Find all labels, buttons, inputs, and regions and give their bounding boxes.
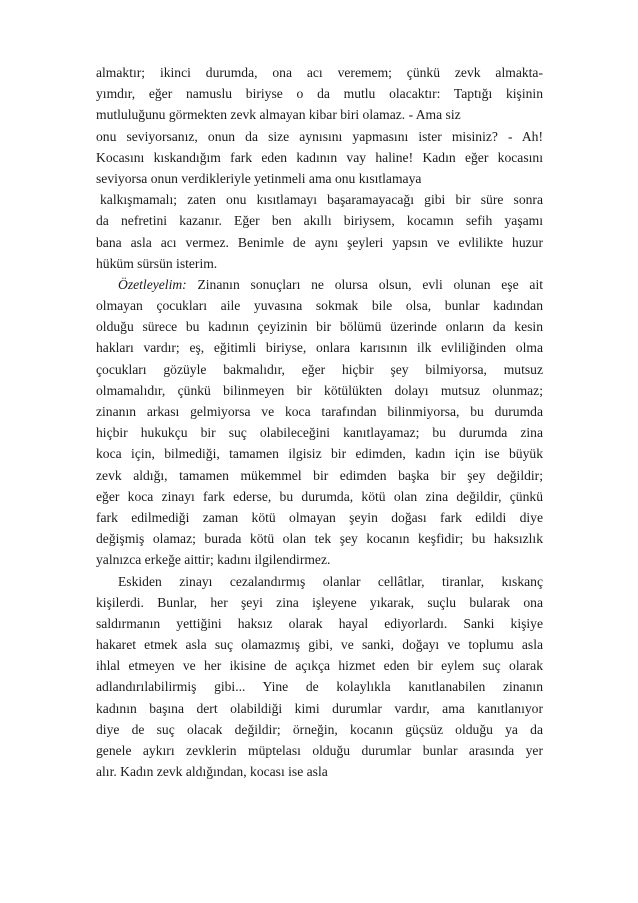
text-line: [96, 634, 543, 655]
line-text: diye de suç olacak değildir; örneğin, kocanın güçsüz olduğu ya da: [96, 721, 543, 737]
text-line: [96, 189, 543, 210]
line-text: hakları vardır; eş, eğitimli biriyse, onlara karısının ilk evliliğinden olma: [96, 340, 543, 356]
text-line: [96, 210, 543, 231]
line-text: eğer koca zinayı fark ederse, bu durumda, kötü olan zina değildir, çünkü: [96, 488, 543, 504]
text-line: [96, 422, 543, 443]
line-text: Zinanın sonuçları ne olursa olsun, evli olunan eşe ait: [186, 276, 543, 292]
line-text: zevk aldığı, tamamen mükemmel bir edimden başka bir şey değildir;: [96, 467, 543, 483]
line-text: Kocasını kıskandığım fark eden kadının vay haline! Kadın eğer kocasını: [96, 149, 543, 165]
text-line: [96, 168, 543, 189]
line-text: hüküm sürsün isterim.: [96, 255, 218, 271]
text-line: [96, 126, 543, 147]
text-line: [96, 761, 543, 782]
line-text: kadının başına dert olabildiği kimi durumlar vardır, ama kanıtlanıyor: [96, 700, 543, 716]
text-line: [96, 443, 543, 464]
text-line: [96, 83, 543, 104]
text-line: [96, 337, 543, 358]
line-text: fark edilmediği zaman kötü olmayan şeyin doğası fark edildi diye: [96, 509, 543, 525]
text-line: [96, 655, 543, 676]
line-text: kalkışmamalı; zaten onu kısıtlamayı başaramayacağı gibi bir süre sonra: [100, 192, 543, 208]
line-text: çocukları gözüyle bakmalıdır, eğer hiçbir şey bilmiyorsa, mutsuz: [96, 361, 543, 377]
line-text: olmayan çocukları aile yuvasına sokmak bile olsa, bunlar kadından: [96, 298, 543, 314]
text-line: [96, 507, 543, 528]
text-line: [96, 104, 543, 125]
italic-lead-word: Özetleyelim:: [118, 276, 187, 292]
text-line: [96, 698, 543, 719]
text-line: [96, 232, 543, 253]
text-line: [96, 316, 543, 337]
text-line: [96, 465, 543, 486]
text-line: [96, 549, 543, 570]
text-line: [96, 486, 543, 507]
line-text: saldırmanın yettiğini haksız olarak hayal ediyorlardı. Sanki kişiye: [96, 615, 543, 631]
line-text: yımdır, eğer namuslu biriyse o da mutlu olacaktır: Taptığı kişinin: [96, 86, 543, 102]
text-line: [96, 62, 543, 83]
line-text: onu seviyorsanız, onun da size aynısını yapmasını ister misiniz? - Ah!: [96, 128, 543, 144]
line-text: zinanın arkası gelmiyorsa ve koca tarafından bilinmiyorsa, bu durumda: [96, 404, 543, 419]
line-text: yalnızca erkeğe aittir; kadını ilgilendirmez.: [96, 552, 331, 568]
line-text: kişilerdi. Bunlar, her şeyi zina işleyene yıkarak, suçlu bularak ona: [96, 594, 543, 610]
text-line: [96, 592, 543, 613]
line-text: almaktır; ikinci durumda, ona acı veremem; çünkü zevk almakta-: [96, 65, 543, 80]
line-text: hiçbir hukukçu bir suç olabileceğini kanıtlayamaz; bu durumda zina: [96, 425, 543, 441]
line-text: Eskiden zinayı cezalandırmış olanlar cellâtlar, tiranlar, kıskanç: [118, 573, 543, 589]
line-text: da nefretini kazanır. Eğer ben akıllı biriysem, kocamın sefih yaşamı: [96, 213, 543, 229]
text-line: [96, 359, 543, 380]
line-text: adlandırılabilirmiş gibi... Yine de kolaylıkla kanıtlanabilen zinanın: [96, 679, 543, 695]
line-text: seviyorsa onun verdikleriyle yetinmeli ama onu kısıtlamaya: [96, 170, 422, 186]
text-line: [96, 380, 543, 401]
text-line: [96, 401, 543, 422]
line-text: değişmiş olamaz; burada kötü olan tek şey kocanın keşfidir; bu haksızlık: [96, 531, 543, 547]
text-line: [96, 719, 543, 740]
text-line: [96, 295, 543, 316]
line-text: ihlal etmeyen ve her ikisine de açıkça hizmet eden bir eylem suç olarak: [96, 658, 543, 674]
line-text: koca için, bilmediği, tamamen ilgisiz bir edimden, kadın için ise büyük: [96, 446, 543, 462]
text-line: [96, 571, 543, 592]
line-text: bana asla acı vermez. Benimle de aynı şeyleri yapsın ve evlilikte huzur: [96, 234, 543, 250]
body-text: [96, 62, 543, 782]
text-line: [96, 253, 543, 274]
line-text: olmamalıdır, çünkü bilinmeyen bir kötülükten dolayı mutsuz olunmaz;: [96, 382, 543, 398]
line-text: genele aykırı zevklerin müptelası olduğu durumlar bunlar arasında yer: [96, 743, 543, 758]
text-line: [96, 740, 543, 761]
text-line: [96, 676, 543, 697]
text-line: [96, 274, 543, 295]
line-text: alır. Kadın zevk aldığından, kocası ise asla: [96, 764, 328, 780]
line-text: mutluluğunu görmekten zevk almayan kibar biri olamaz. - Ama siz: [96, 107, 461, 123]
line-text: hakaret etmek asla suç olamazmış gibi, ve sanki, doğayı ve toplumu asla: [96, 637, 543, 653]
text-line: [96, 613, 543, 634]
text-line: [96, 147, 543, 168]
line-text: olduğu sürece bu kadının çeyizinin bir bölümü üzerinde onların da kesin: [96, 319, 543, 335]
text-line: [96, 528, 543, 549]
